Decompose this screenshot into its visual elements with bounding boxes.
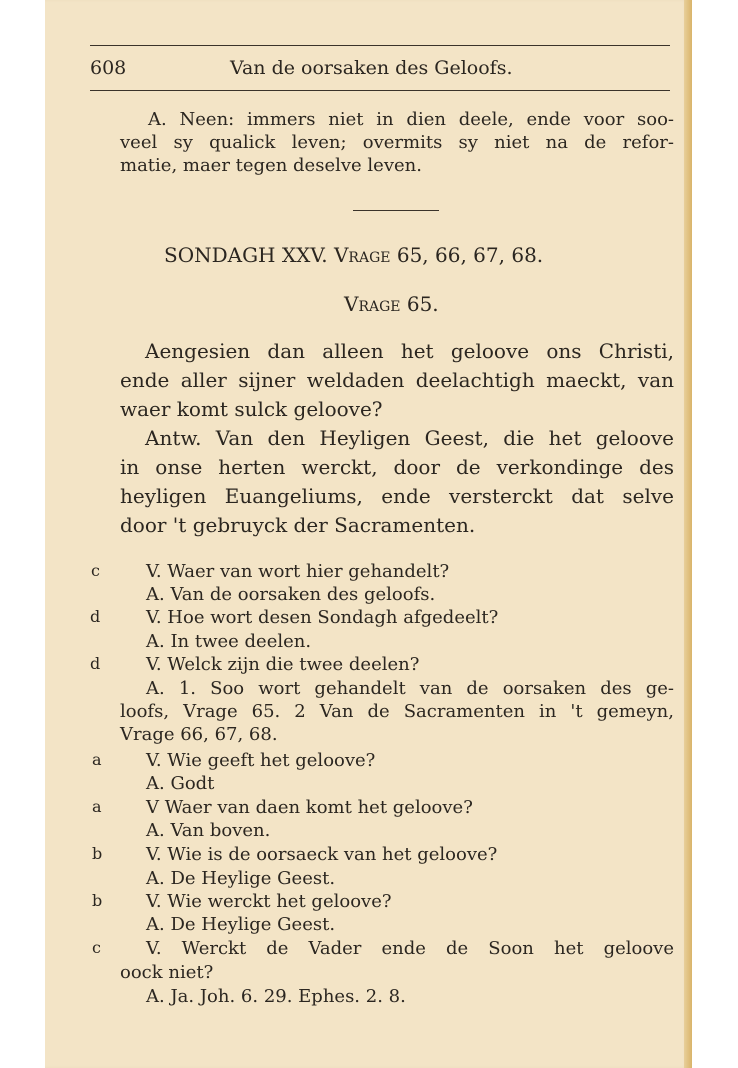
catechism-line: A. Van boven. bbox=[146, 820, 271, 841]
question-line-3: waer komt sulck geloove? bbox=[120, 397, 383, 421]
catechism-line: oock niet? bbox=[120, 962, 214, 983]
answer-line-4: door 't gebruyck der Sacramenten. bbox=[120, 513, 476, 537]
section-heading: SONDAGH XXV. Vrage 65, 66, 67, 68. bbox=[164, 243, 544, 267]
header-bottom-rule bbox=[90, 90, 670, 91]
catechism-line: A. Van de oorsaken des geloofs. bbox=[146, 584, 436, 605]
intro-line-2: veel sy qualick leven; overmits sy niet na de refor- bbox=[120, 132, 674, 153]
margin-marker: b bbox=[92, 891, 103, 910]
catechism-line: A. Godt bbox=[146, 773, 215, 794]
margin-marker: c bbox=[91, 561, 100, 580]
margin-marker: d bbox=[90, 607, 101, 626]
catechism-line: A. De Heylige Geest. bbox=[146, 868, 336, 889]
catechism-line: A. 1. Soo wort gehandelt van de oorsaken des ge- bbox=[146, 678, 674, 699]
catechism-line: V. Werckt de Vader ende de Soon het geloove bbox=[146, 938, 674, 959]
margin-marker: a bbox=[92, 797, 102, 816]
catechism-line: V. Wie werckt het geloove? bbox=[146, 891, 392, 912]
catechism-line: V. Hoe wort desen Sondagh afgedeelt? bbox=[146, 607, 499, 628]
page-number: 608 bbox=[90, 57, 127, 79]
catechism-line: loofs, Vrage 65. 2 Van de Sacramenten in 't gemeyn, bbox=[120, 701, 674, 722]
catechism-line: V Waer van daen komt het geloove? bbox=[146, 797, 473, 818]
catechism-line: A. In twee deelen. bbox=[146, 631, 312, 652]
margin-marker: a bbox=[92, 750, 102, 769]
intro-line-3: matie, maer tegen deselve leven. bbox=[120, 155, 422, 176]
answer-line-3: heyligen Euangeliums, ende versterckt dat selve bbox=[120, 484, 674, 508]
section-separator bbox=[353, 210, 439, 211]
catechism-line: Vrage 66, 67, 68. bbox=[120, 724, 278, 745]
margin-marker: c bbox=[92, 938, 101, 957]
question-heading: Vrage 65. bbox=[344, 292, 439, 316]
catechism-line: V. Welck zijn die twee deelen? bbox=[146, 654, 420, 675]
catechism-line: V. Waer van wort hier gehandelt? bbox=[146, 561, 450, 582]
answer-line-1: Antw. Van den Heyligen Geest, die het geloove bbox=[145, 426, 674, 450]
answer-line-2: in onse herten werckt, door de verkondinge des bbox=[120, 455, 674, 479]
catechism-line: V. Wie geeft het geloove? bbox=[146, 750, 376, 771]
margin-marker: d bbox=[90, 654, 101, 673]
margin-marker: b bbox=[92, 844, 103, 863]
catechism-line: A. De Heylige Geest. bbox=[146, 914, 336, 935]
catechism-line: A. Ja. Joh. 6. 29. Ephes. 2. 8. bbox=[146, 986, 406, 1007]
page-edge bbox=[684, 0, 692, 1068]
running-title: Van de oorsaken des Geloofs. bbox=[230, 57, 513, 79]
intro-line-1: A. Neen: immers niet in dien deele, ende voor soo- bbox=[148, 109, 674, 130]
question-line-2: ende aller sijner weldaden deelachtigh maeckt, van bbox=[120, 368, 674, 392]
header-top-rule bbox=[90, 45, 670, 46]
question-line-1: Aengesien dan alleen het geloove ons Christi, bbox=[145, 339, 674, 363]
catechism-line: V. Wie is de oorsaeck van het geloove? bbox=[146, 844, 498, 865]
